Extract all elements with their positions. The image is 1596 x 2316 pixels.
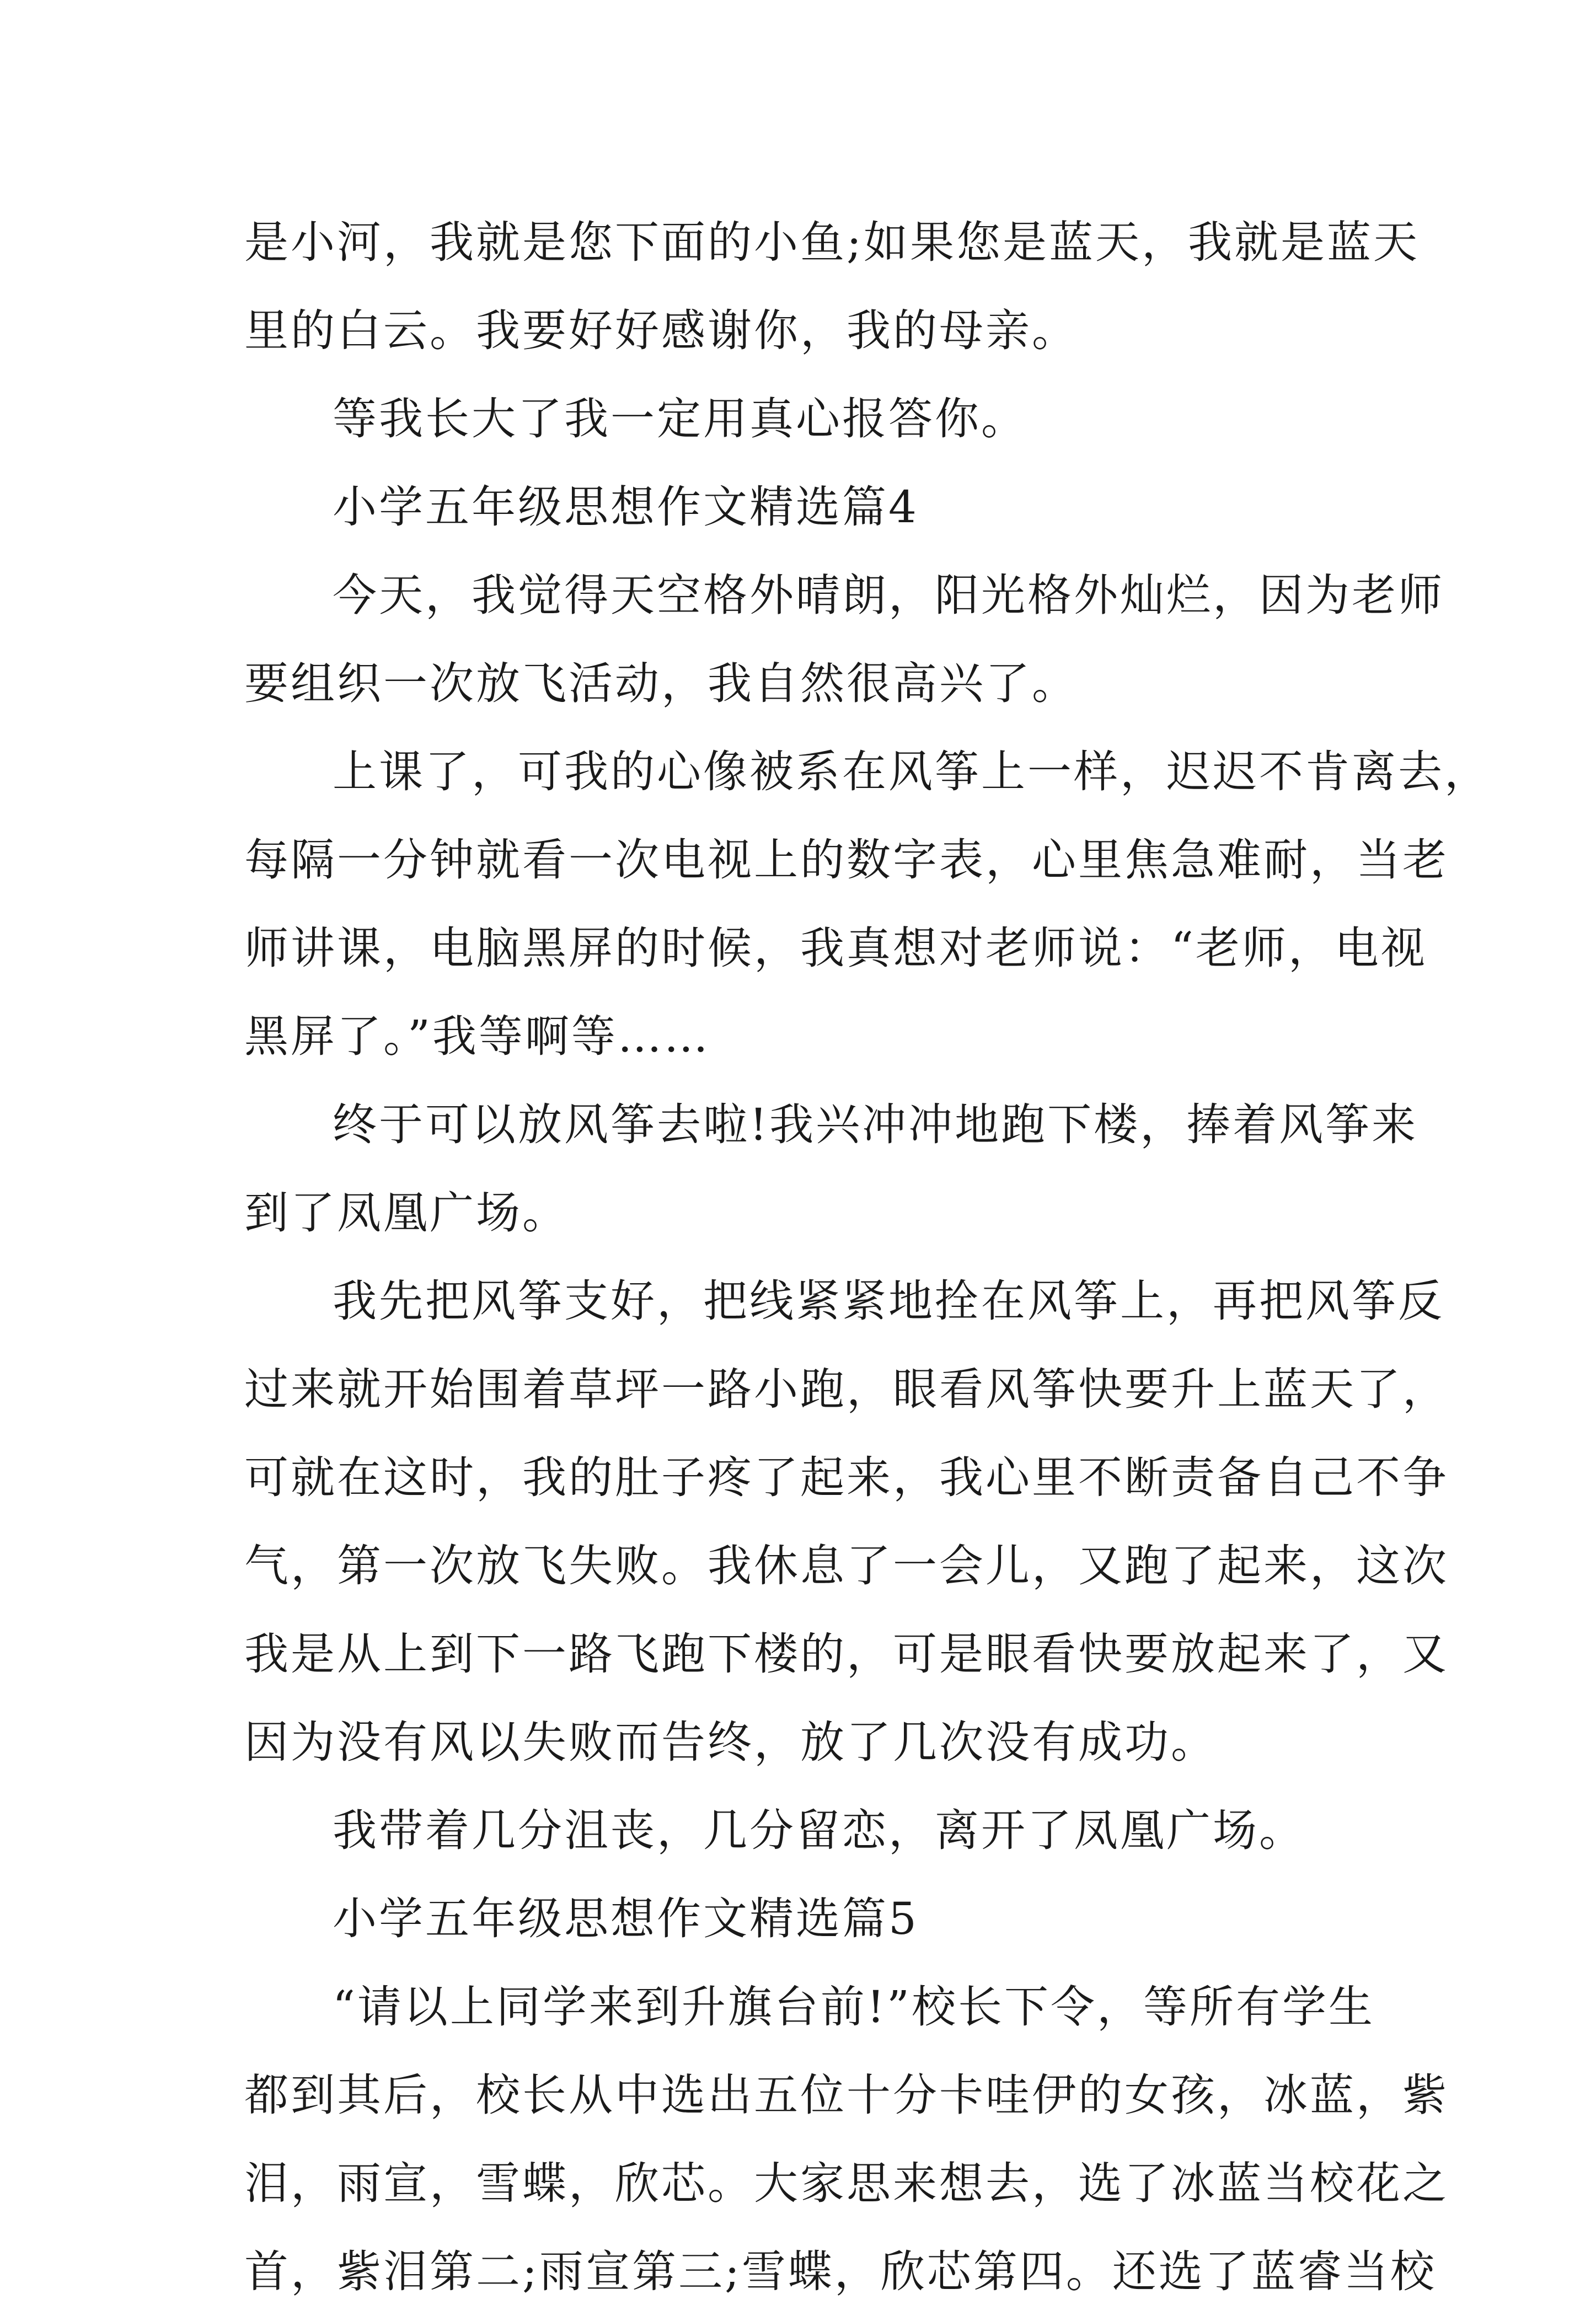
document-body bbox=[244, 199, 1491, 2316]
text-line: 今天，我觉得天空格外晴朗，阳光格外灿烂，因为老师 bbox=[333, 570, 1444, 621]
text-line: 我先把风筝支好，把线紧紧地拴在风筝上，再把风筝反 bbox=[333, 1275, 1444, 1327]
text-line: 上课了，可我的心像被系在风筝上一样，迟迟不肯离去， bbox=[333, 746, 1491, 797]
text-line: 里的白云。我要好好感谢你，我的母亲。 bbox=[244, 305, 1078, 356]
text-line: 我带着几分沮丧，几分留恋，离开了凤凰广场。 bbox=[333, 1805, 1305, 1856]
section-heading: 小学五年级思想作文精选篇5 bbox=[333, 1893, 919, 1944]
text-line: 终于可以放风筝去啦!我兴冲冲地跑下楼，捧着风筝来 bbox=[333, 1099, 1418, 1150]
text-line: 过来就开始围着草坪一路小跑，眼看风筝快要升上蓝天了， bbox=[244, 1364, 1449, 1415]
text-line: 泪，雨宣，雪蝶，欣芯。大家思来想去，选了冰蓝当校花之 bbox=[244, 2158, 1449, 2209]
text-line: 每隔一分钟就看一次电视上的数字表，心里焦急难耐，当老 bbox=[244, 834, 1449, 886]
text-line: 首，紫泪第二;雨宣第三;雪蝶，欣芯第四。还选了蓝睿当校 bbox=[244, 2246, 1437, 2297]
section-heading: 小学五年级思想作文精选篇4 bbox=[333, 481, 919, 533]
text-line: 可就在这时，我的肚子疼了起来，我心里不断责备自己不争 bbox=[244, 1452, 1449, 1503]
text-line: 气，第一次放飞失败。我休息了一会儿，又跑了起来，这次 bbox=[244, 1540, 1449, 1591]
text-line: 因为没有风以失败而告终，放了几次没有成功。 bbox=[244, 1717, 1217, 1768]
text-line: 师讲课，电脑黑屏的时候，我真想对老师说：“老师，电视 bbox=[244, 923, 1427, 974]
text-line: “请以上同学来到升旗台前!”校长下令，等所有学生 bbox=[333, 1981, 1375, 2033]
text-line: 等我长大了我一定用真心报答你。 bbox=[333, 393, 1027, 444]
text-line: 是小河，我就是您下面的小鱼;如果您是蓝天，我就是蓝天 bbox=[244, 217, 1420, 268]
text-line: 到了凤凰广场。 bbox=[244, 1187, 569, 1239]
text-line: 要组织一次放飞活动，我自然很高兴了。 bbox=[244, 658, 1078, 709]
text-line: 都到其后，校长从中选出五位十分卡哇伊的女孩，冰蓝，紫 bbox=[244, 2070, 1449, 2121]
text-line: 黑屏了。”我等啊等…… bbox=[244, 1011, 710, 1062]
text-line: 我是从上到下一路飞跑下楼的，可是眼看快要放起来了，又 bbox=[244, 1628, 1449, 1680]
